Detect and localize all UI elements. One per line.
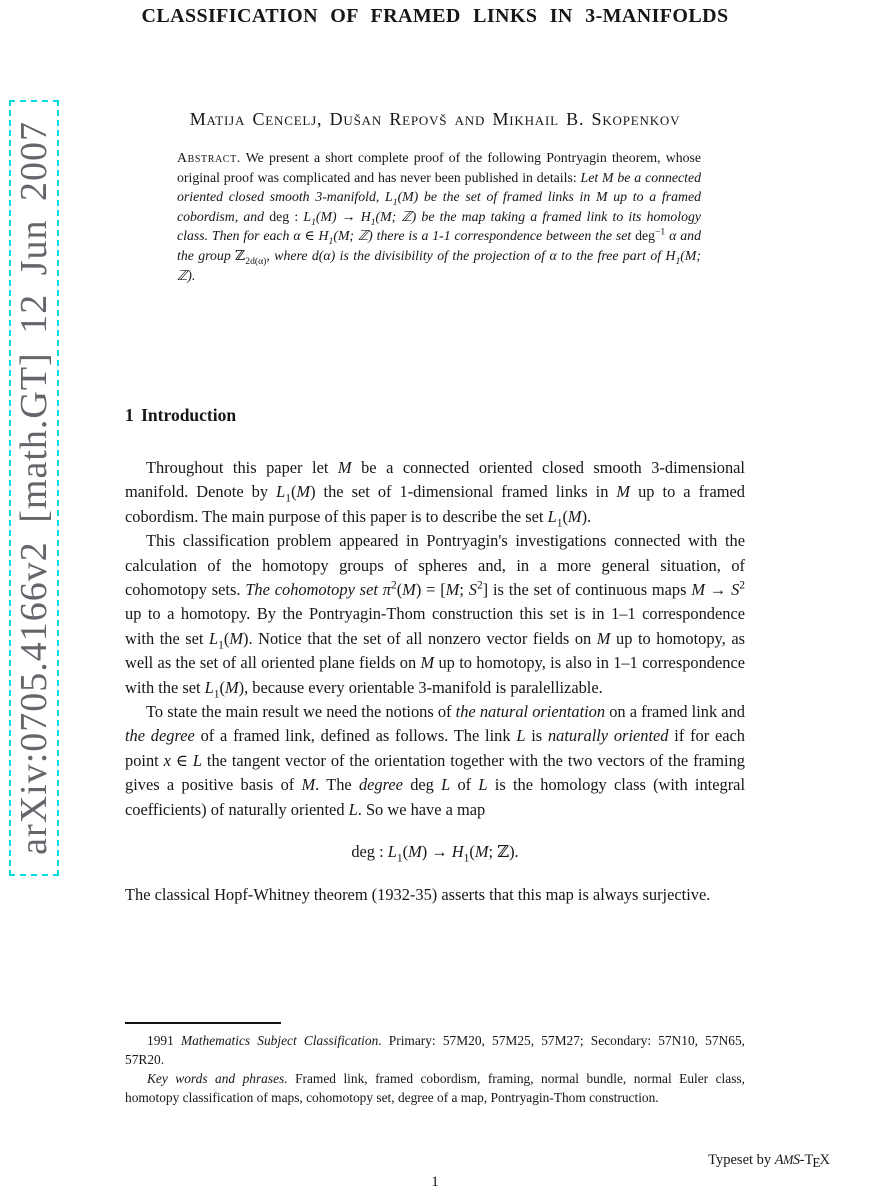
intro-paragraph-3: To state the main result we need the notions of the natural orientation on a framed link and the degree of a framed link, defined as follows. The link L is naturally oriented if for each point x ∈ L the tangent vector of the orientation together with the two vectors of the framing gives a positive basis of M. The degree deg L of L is the homology class (with integral coefficients) of naturally oriented L. So we have a map bbox=[125, 702, 745, 819]
abstract-text: We present a short complete proof of the following Pontryagin theorem, whose original proof was complicated and has never been published in details: Let M be a connected oriented closed smooth 3-manifold, $L_1(M)$ be the set of framed links in M up to a framed cobordism, and deg : $L_1(M) \to H_1(M$; ℤ) be the map taking a framed link to its homology class. Then for each α ∈ $H_1(M$; ℤ) there is a 1-1 correspondence between the set deg$^{-1}$ α and the group ℤ$_{2d(\alpha)}$, where d(α) is the divisibility of the projection of α to the free part of $H_1(M$; ℤ). bbox=[177, 150, 702, 283]
intro-paragraph-closing: The classical Hopf-Whitney theorem (1932-35) asserts that this map is always surjective. bbox=[125, 884, 711, 904]
display-equation: deg : $L_1(M) \to H_1(M$; ℤ). bbox=[351, 842, 519, 865]
intro-paragraph-2: This classification problem appeared in Pontryagin's investigations connected with the calculation of the homotopy groups of spheres and, in a more general situation, of cohomotopy sets. The cohomotopy set $\pi^2(M) = [M$; $S^2$] is the set of continuous maps $M \to S^2$ up to a homotopy. By the Pontryagin-Thom construction this set is in 1–1 correspondence with the set $L_1(M)$. Notice that the set of all nonzero vector fields on M up to homotopy, as well as the set of all oriented plane fields on M up to homotopy, is also in 1–1 correspondence with the set $L_1(M)$, because every orientable 3-manifold is paralellizable. bbox=[125, 531, 746, 700]
abstract-label: Abstract. bbox=[177, 150, 241, 165]
footnote-rule bbox=[125, 1022, 281, 1024]
page-number: 1 bbox=[431, 1174, 439, 1190]
footnote-keywords: Key words and phrases. Framed link, framed cobordism, framing, normal bundle, normal Euler class, homotopy classification of maps, cohomotopy set, degree of a map, Pontryagin-Thom construction. bbox=[125, 1071, 745, 1105]
typeset-credit: Typeset by AMS-TEX bbox=[708, 1152, 830, 1170]
section-heading-introduction: 1 Introduction bbox=[125, 405, 237, 425]
authors-line: Matija Cencelj, Dušan Repovš and Mikhail B. Skopenkov bbox=[189, 109, 681, 129]
footnote bbox=[125, 1022, 745, 1107]
arxiv-stamp-text: arXiv:0705.4166v2 [math.GT] 12 Jun 2007 bbox=[13, 121, 55, 855]
abstract bbox=[177, 148, 701, 285]
paper-title: CLASSIFICATION OF FRAMED LINKS IN 3-MANIFOLDS bbox=[141, 5, 729, 27]
intro-paragraph-1: Throughout this paper let M be a connected oriented closed smooth 3-dimensional manifold. Denote by $L_1(M)$ the set of 1-dimensional framed links in M up to a framed cobordism. The main purpose of this paper is to describe the set $L_1(M)$. bbox=[125, 458, 746, 530]
arxiv-stamp bbox=[9, 100, 59, 876]
footnote-msc: 1991 Mathematics Subject Classification. Primary: 57M20, 57M25, 57M27; Secondary: 57N10, 57N65, 57R20. bbox=[125, 1033, 745, 1067]
introduction-body bbox=[125, 456, 745, 907]
